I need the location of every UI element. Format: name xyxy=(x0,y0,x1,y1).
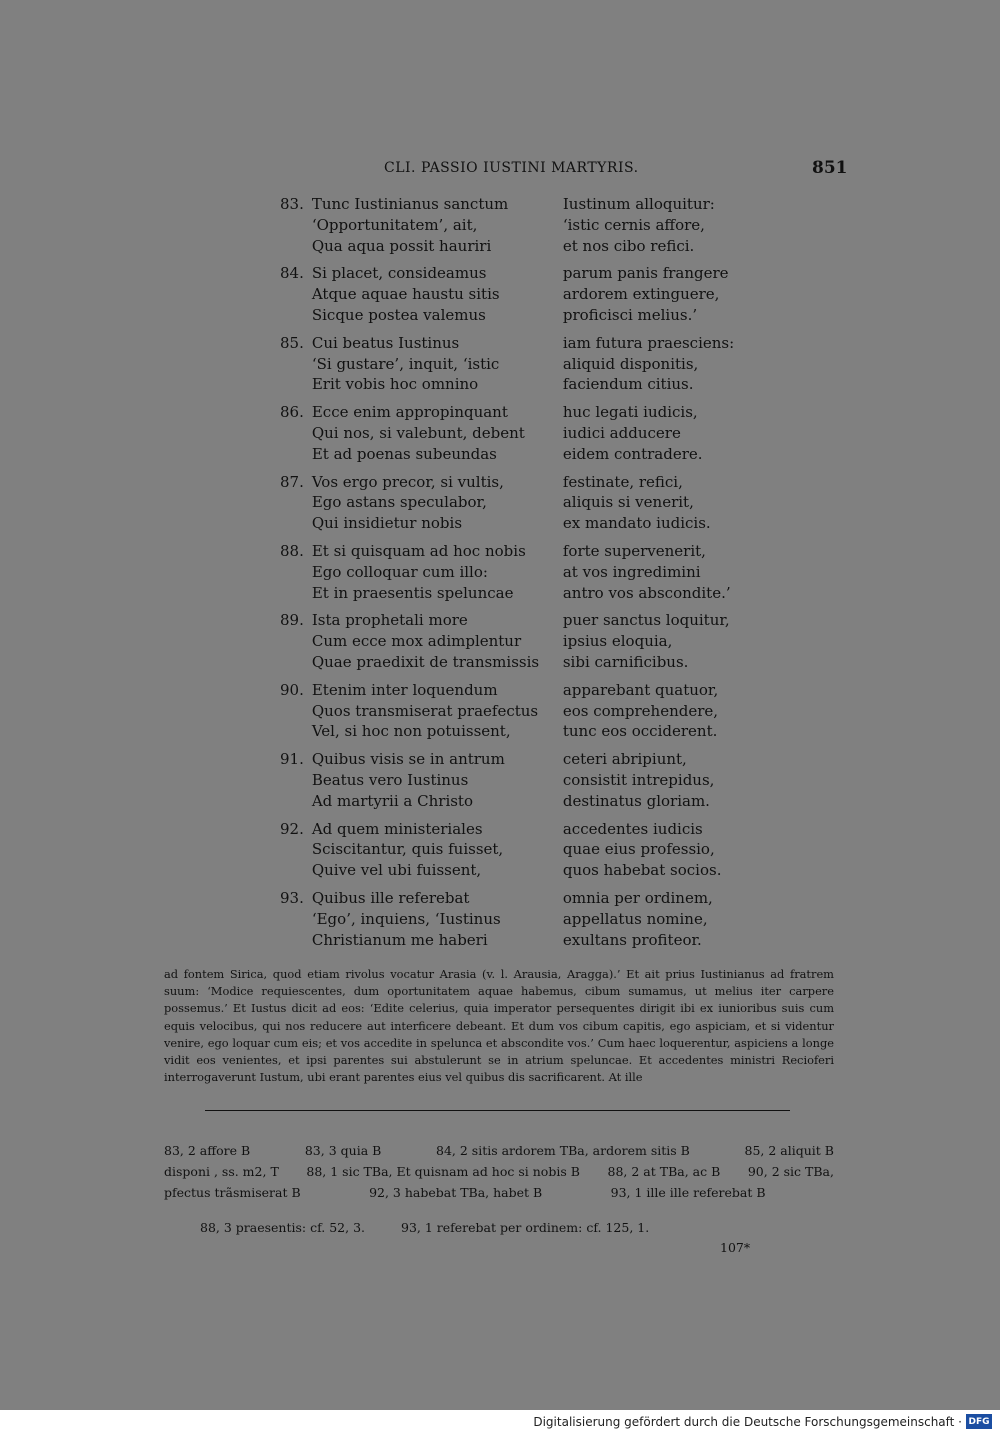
stanza xyxy=(262,472,782,534)
verse-first-half xyxy=(312,610,563,672)
stanza-number: 86. xyxy=(279,403,304,422)
stanza-number: 85. xyxy=(279,333,304,352)
verse-line: puer sanctus loquitur, xyxy=(562,611,730,630)
page-number: 851 xyxy=(812,158,848,178)
verse-line: aliquid disponitis, xyxy=(562,354,699,373)
apparatus-line xyxy=(164,1140,834,1161)
verse-second-half xyxy=(563,263,782,325)
stanza-number: 93. xyxy=(279,888,304,907)
stanza-number: 91. xyxy=(279,750,304,769)
apparatus-entry: pfectus trãsmiserat B xyxy=(164,1185,301,1200)
verse-line: exultans profiteor. xyxy=(562,930,702,949)
verse-line: Sicque postea valemus xyxy=(311,305,486,324)
stanza xyxy=(262,541,782,603)
verse-line: ‘istic cernis affore, xyxy=(562,215,705,234)
verse-line: Quos transmiserat praefectus xyxy=(311,701,539,720)
apparatus-entry: 88, 1 sic TBa, Et quisnam ad hoc si nobis B xyxy=(306,1164,580,1179)
verse-line: Quibus ille referebat xyxy=(311,888,470,907)
poem-stanzas xyxy=(262,194,782,957)
verse-line: antro vos abscondite.’ xyxy=(562,583,731,602)
verse-line: Ego astans speculabor, xyxy=(311,493,487,512)
verse-line: Erit vobis hoc omnino xyxy=(311,375,479,394)
verse-second-half xyxy=(563,402,782,464)
verse-line: ‘Ego’, inquiens, ‘Iustinus xyxy=(311,909,501,928)
verse-line: Cum ecce mox adimplentur xyxy=(311,632,522,651)
verse-line: Tunc Iustinianus sanctum xyxy=(311,195,509,213)
stanza-number: 88. xyxy=(279,541,304,560)
verse-first-half xyxy=(312,680,563,742)
verse-second-half xyxy=(563,333,782,395)
source-note: 93, 1 referebat per ordinem: cf. 125, 1. xyxy=(401,1220,650,1235)
verse-line: appellatus nomine, xyxy=(562,909,708,928)
apparatus-entry: 90, 2 sic TBa, xyxy=(747,1164,834,1179)
verse-second-half xyxy=(563,749,782,811)
verse-line: quos habebat socios. xyxy=(562,861,722,880)
stanza xyxy=(262,194,782,256)
verse-line: Et ad poenas subeundas xyxy=(311,444,497,463)
verse-first-half xyxy=(312,263,563,325)
critical-apparatus xyxy=(164,1140,834,1203)
verse-second-half xyxy=(563,888,782,950)
source-notes xyxy=(200,1220,649,1235)
source-note: 88, 3 praesentis: cf. 52, 3. xyxy=(200,1220,365,1235)
verse-line: omnia per ordinem, xyxy=(562,888,713,907)
stanza-number: 87. xyxy=(279,472,304,491)
verse-second-half xyxy=(563,194,782,256)
stanza xyxy=(262,680,782,742)
verse-first-half xyxy=(312,402,563,464)
verse-line: ‘Si gustare’, inquit, ‘istic xyxy=(311,354,500,373)
verse-line: ipsius eloquia, xyxy=(562,632,673,651)
verse-line: faciendum citius. xyxy=(562,375,694,394)
verse-second-half xyxy=(563,610,782,672)
stanza-number: 92. xyxy=(279,819,304,838)
verse-line: quae eius professio, xyxy=(562,840,715,859)
verse-line: Ego colloquar cum illo: xyxy=(311,562,488,581)
verse-line: Qua aqua possit hauriri xyxy=(311,236,492,255)
verse-line: Iustinum alloquitur: xyxy=(562,195,715,213)
verse-line: accedentes iudicis xyxy=(562,819,703,838)
funding-credit: Digitalisierung gefördert durch die Deutsche Forschungsgemeinschaft · xyxy=(533,1415,962,1429)
verse-first-half xyxy=(312,472,563,534)
verse-line: Ecce enim appropinquant xyxy=(311,403,508,422)
dfg-logo-icon[interactable]: DFG xyxy=(966,1414,992,1429)
stanza xyxy=(262,263,782,325)
verse-line: forte supervenerit, xyxy=(562,541,706,560)
stanza xyxy=(262,402,782,464)
verse-line: ceteri abripiunt, xyxy=(562,750,687,769)
verse-line: Quibus visis se in antrum xyxy=(311,750,505,769)
running-title: CLI. PASSIO IUSTINI MARTYRIS. xyxy=(384,160,639,176)
verse-line: iam futura praesciens: xyxy=(562,333,735,352)
stanza-number: 83. xyxy=(279,195,304,213)
apparatus-entry: 88, 2 at TBa, ac B xyxy=(607,1164,721,1179)
verse-line: Cui beatus Iustinus xyxy=(311,333,460,352)
verse-line: Ad martyrii a Christo xyxy=(311,791,473,810)
stanza xyxy=(262,819,782,881)
stanza xyxy=(262,610,782,672)
verse-second-half xyxy=(563,819,782,881)
verse-line: iudici adducere xyxy=(562,423,681,442)
verse-first-half xyxy=(312,819,563,881)
verse-first-half xyxy=(312,333,563,395)
verse-line: Vel, si hoc non potuissent, xyxy=(311,722,511,741)
verse-line: Atque aquae haustu sitis xyxy=(311,285,500,304)
stanza-number: 84. xyxy=(279,264,304,283)
verse-line: aliquis si venerit, xyxy=(562,493,694,512)
verse-line: proficisci melius.’ xyxy=(562,305,698,324)
verse-first-half xyxy=(312,194,563,256)
verse-second-half xyxy=(563,472,782,534)
verse-line: Quive vel ubi fuissent, xyxy=(311,861,482,880)
stanza xyxy=(262,749,782,811)
stanza xyxy=(262,333,782,395)
verse-line: at vos ingredimini xyxy=(562,562,701,581)
verse-line: tunc eos occiderent. xyxy=(562,722,718,741)
apparatus-entry: 84, 2 sitis ardorem TBa, ardorem sitis B xyxy=(436,1143,690,1158)
verse-second-half xyxy=(563,541,782,603)
verse-first-half xyxy=(312,888,563,950)
verse-line: Beatus vero Iustinus xyxy=(311,770,469,789)
apparatus-entry: disponi , ss. m2, T xyxy=(164,1164,279,1179)
verse-line: huc legati iudicis, xyxy=(562,403,698,422)
verse-line: sibi carnificibus. xyxy=(562,652,689,671)
verse-line: consistit intrepidus, xyxy=(562,770,715,789)
stanza-number: 89. xyxy=(279,611,304,630)
verse-line: Ista prophetali more xyxy=(311,611,468,630)
verse-first-half xyxy=(312,749,563,811)
verse-line: Christianum me haberi xyxy=(311,930,488,949)
verse-line: Et in praesentis speluncae xyxy=(311,583,514,602)
verse-line: ‘Opportunitatem’, ait, xyxy=(311,215,478,234)
verse-line: Quae praedixit de transmissis xyxy=(311,652,540,671)
verse-line: et nos cibo refici. xyxy=(562,236,695,255)
signature-mark: 107* xyxy=(720,1240,751,1255)
verse-second-half xyxy=(563,680,782,742)
apparatus-entry: 83, 2 affore B xyxy=(164,1143,251,1158)
verse-line: Qui insidietur nobis xyxy=(311,514,463,533)
verse-line: ardorem extinguere, xyxy=(562,285,720,304)
verse-line: eos comprehendere, xyxy=(562,701,719,720)
verse-line: Si placet, consideamus xyxy=(311,264,487,283)
verse-line: Ad quem ministeriales xyxy=(311,819,483,838)
apparatus-entry: 92, 3 habebat TBa, habet B xyxy=(369,1185,543,1200)
verse-line: Sciscitantur, quis fuisset, xyxy=(311,840,504,859)
apparatus-entry: 85, 2 aliquit B xyxy=(744,1143,834,1158)
verse-line: Etenim inter loquendum xyxy=(311,680,498,699)
stanza xyxy=(262,888,782,950)
verse-line: Qui nos, si valebunt, debent xyxy=(311,423,525,442)
verse-line: Et si quisquam ad hoc nobis xyxy=(311,541,526,560)
verse-line: apparebant quatuor, xyxy=(562,680,719,699)
verse-line: parum panis frangere xyxy=(562,264,729,283)
footer-bar xyxy=(0,1410,1000,1434)
verse-line: destinatus gloriam. xyxy=(562,791,710,810)
verse-line: ex mandato iudicis. xyxy=(562,514,711,533)
verse-line: Vos ergo precor, si vultis, xyxy=(311,472,504,491)
apparatus-line xyxy=(164,1161,834,1182)
apparatus-divider xyxy=(205,1110,790,1111)
prose-parallel-text: ad fontem Sirica, quod etiam rivolus vocatur Arasia (v. l. Arausia, Aragga).’ Et ait prius Iustinianus ad fratrem suum: ‘Modice requiescentes, dum oportunitatem aquae habemus, cibum sumamus, ut melius iter carpere possemus.’ Et Iustus dicit ad eos: ‘Edite celerius, quia imperator persequentes dirigit ibi ex iunioribus suis cum equis velocibus, qui nos reducere aut interficere debeant. Et dum vos cibum capitis, ego aspiciam, et si videntur venire, ego loquar cum eis; et vos accedite in spelunca et abscondite vos.’ Cum haec loquerentur, aspiciens a longe vidit eos venientes, et ipsi parentes sui abstulerunt se in atrium speluncae. Et accedentes ministri Recioferi interrogaverunt Iustum, ubi erant parentes eius vel quibus dis sacrificarent. At ille xyxy=(164,967,834,1085)
verse-line: eidem contradere. xyxy=(562,444,703,463)
stanza-number: 90. xyxy=(279,680,304,699)
apparatus-entry: 93, 1 ille ille referebat B xyxy=(610,1185,766,1200)
apparatus-line xyxy=(164,1182,834,1203)
verse-first-half xyxy=(312,541,563,603)
apparatus-entry: 83, 3 quia B xyxy=(304,1143,382,1158)
verse-line: festinate, refici, xyxy=(562,472,683,491)
